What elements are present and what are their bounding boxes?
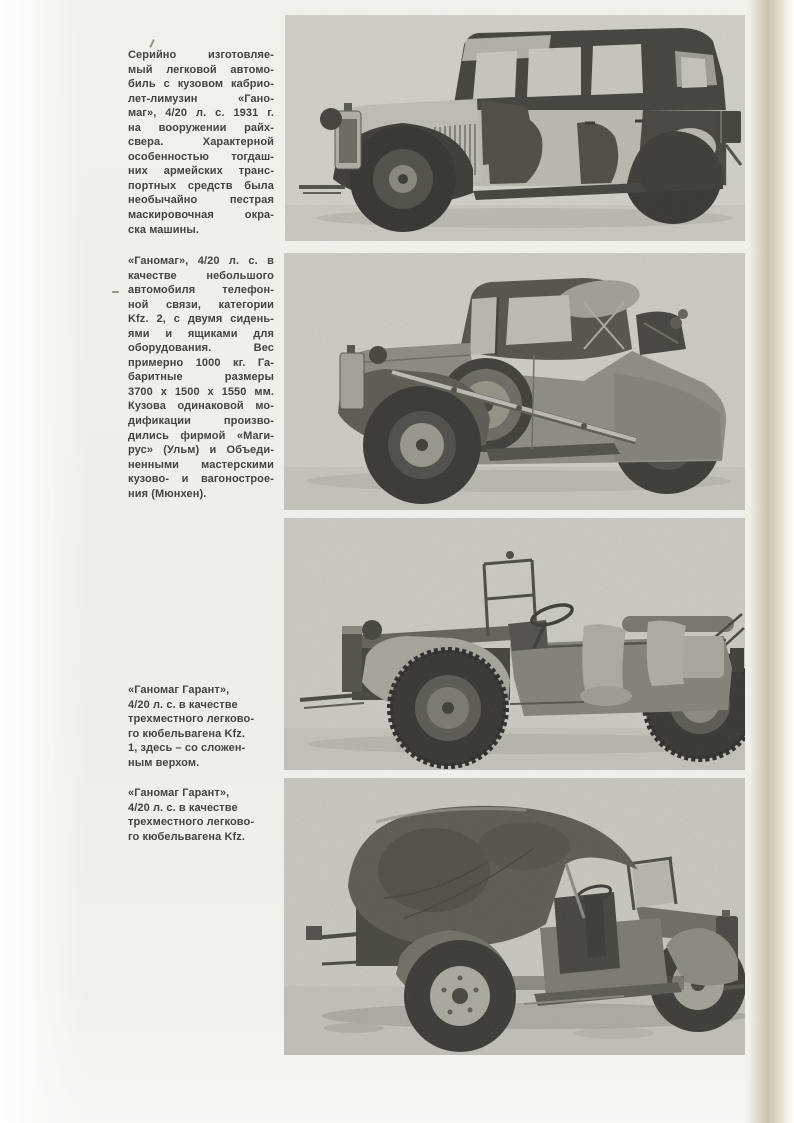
text-line: ска машины. (128, 223, 200, 236)
text-line: «Ганомаг Гарант», (128, 787, 230, 799)
text-line: биль с кузовом кабрио- (128, 78, 274, 91)
text-line: ным верхом. (128, 756, 200, 769)
text-line: баритные размеры (128, 371, 274, 384)
text-line: маскировочная окра- (128, 209, 274, 222)
text-line: маг», 4/20 л. с. 1931 г. (128, 107, 274, 120)
text-line: на вооружении райх- (128, 121, 274, 134)
photo-kubelwagen-top-up (284, 778, 745, 1055)
text-line: ния (Мюнхен). (128, 487, 207, 500)
caption-telephone-car (128, 254, 274, 501)
text-line: свера. Характерной (128, 136, 274, 149)
photo-kubelwagen-folded-top (284, 518, 745, 770)
text-line: дификации произво- (128, 415, 274, 428)
text-line: 3700 x 1500 x 1550 мм. (128, 385, 274, 398)
photo-camouflaged-limousine (285, 15, 745, 241)
text-line: кузово- и вагонострое- (128, 473, 274, 486)
text-line: автомобиля телефон- (128, 284, 274, 297)
text-line: необычайно пестрая (128, 194, 274, 207)
text-line: ной связи, категории (128, 298, 274, 311)
text-line: мый легковой автомо- (128, 63, 274, 76)
text-line: трехместного легково- (128, 816, 255, 829)
text-line: «Ганомаг», 4/20 л. с. в (128, 255, 274, 267)
text-line: го кюбельвагена Kfz. (128, 727, 246, 740)
text-line: ями и ящиками для (128, 327, 274, 340)
text-line: «Ганомаг Гарант», (128, 684, 230, 696)
page-left-margin (0, 0, 85, 1123)
text-line: особенностью тогдаш- (128, 150, 274, 163)
text-line: Kfz. 2, с двумя сидень- (128, 313, 274, 326)
caption-kubelwagen-folded (128, 683, 274, 770)
text-line: го кюбельвагена Kfz. (128, 830, 246, 843)
text-line: ненными мастерскими (128, 458, 274, 471)
photo-telephone-car (284, 253, 745, 510)
text-line: Кузова одинаковой мо- (128, 400, 274, 413)
text-line: них армейских транс- (128, 165, 274, 178)
text-line: 4/20 л. с. в качестве (128, 801, 238, 814)
caption-limousine (128, 48, 274, 237)
text-line: трехместного легково- (128, 713, 255, 726)
text-line: дились фирмой «Маги- (128, 429, 274, 442)
text-line: портных средств была (128, 179, 274, 192)
text-line: оборудования. Вес (128, 342, 274, 355)
book-edge-binding (744, 0, 794, 1123)
caption-kubelwagen-top (128, 786, 274, 844)
scan-speckle (112, 291, 119, 293)
text-line: примерно 1000 кг. Га- (128, 356, 274, 369)
text-line: рус» (Ульм) и Объеди- (128, 444, 274, 457)
text-line: 1, здесь – со сложен- (128, 742, 246, 755)
text-line: Серийно изготовляе- (128, 49, 274, 61)
text-line: качестве небольшого (128, 269, 274, 282)
text-line: лет-лимузин «Гано- (128, 92, 274, 105)
text-line: 4/20 л. с. в качестве (128, 698, 238, 711)
